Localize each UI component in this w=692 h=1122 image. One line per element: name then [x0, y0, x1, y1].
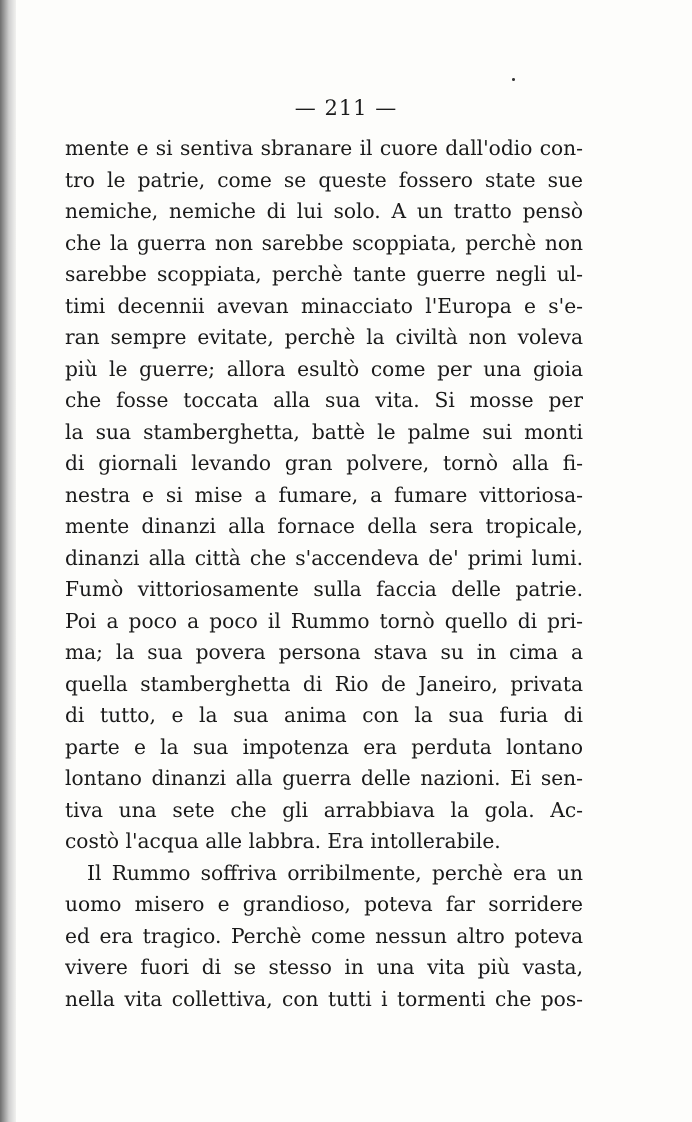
text-line: ed era tragico. Perchè come nessun altro poteva — [65, 923, 583, 948]
page-binding-shadow — [0, 0, 16, 1122]
page-number: — 211 — — [294, 96, 398, 120]
ink-speck — [512, 78, 515, 81]
text-line: che fosse toccata alla sua vita. Si mosse per — [65, 388, 583, 412]
text-line: dinanzi alla città che s'accendeva de' primi lumi. — [65, 545, 583, 570]
text-line: lontano dinanzi alla guerra delle nazioni. Ei sen- — [65, 766, 583, 790]
text-line: tro le patrie, come se queste fossero state sue — [65, 167, 583, 192]
paragraph-1 — [65, 133, 583, 858]
text-line: mente e si sentiva sbranare il cuore dall'odio con- — [65, 136, 583, 160]
text-line: costò l'acqua alle labbra. Era intollerabile. — [65, 829, 501, 853]
paragraph-2 — [65, 858, 583, 1016]
text-line: nella vita collettiva, con tutti i tormenti che pos- — [65, 986, 583, 1011]
text-line: quella stamberghetta di Rio de Janeiro, privata — [65, 671, 583, 696]
text-line: nemiche, nemiche di lui solo. A un tratto pensò — [65, 199, 583, 223]
text-line: sarebbe scoppiata, perchè tante guerre negli ul- — [65, 262, 583, 286]
text-line: di giornali levando gran polvere, tornò alla fi- — [65, 451, 583, 475]
text-line: uomo misero e grandioso, poteva far sorridere — [65, 892, 583, 916]
text-line: Poi a poco a poco il Rummo tornò quello di pri- — [65, 608, 583, 633]
text-line: Il Rummo soffriva orribilmente, perchè era un — [87, 860, 583, 885]
text-line: la sua stamberghetta, battè le palme sui monti — [65, 419, 583, 444]
text-line: ma; la sua povera persona stava su in cima a — [65, 640, 583, 664]
text-line: ran sempre evitate, perchè la civiltà non voleva — [65, 325, 583, 349]
text-line: vivere fuori di se stesso in una vita più vasta, — [65, 955, 583, 979]
text-line: di tutto, e la sua anima con la sua furia di — [65, 703, 583, 727]
text-line: mente dinanzi alla fornace della sera tropicale, — [65, 514, 583, 538]
text-line: tiva una sete che gli arrabbiava la gola. Ac- — [65, 797, 583, 822]
text-line: parte e la sua impotenza era perduta lontano — [65, 734, 583, 759]
text-line: che la guerra non sarebbe scoppiata, perchè non — [65, 230, 583, 255]
text-line: Fumò vittoriosamente sulla faccia delle patrie. — [65, 577, 583, 601]
text-line: nestra e si mise a fumare, a fumare vittoriosa- — [65, 482, 583, 507]
body-text — [65, 133, 583, 1015]
text-line: più le guerre; allora esultò come per una gioia — [65, 356, 583, 381]
text-line: timi decennii avevan minacciato l'Europa e s'e- — [65, 293, 583, 318]
